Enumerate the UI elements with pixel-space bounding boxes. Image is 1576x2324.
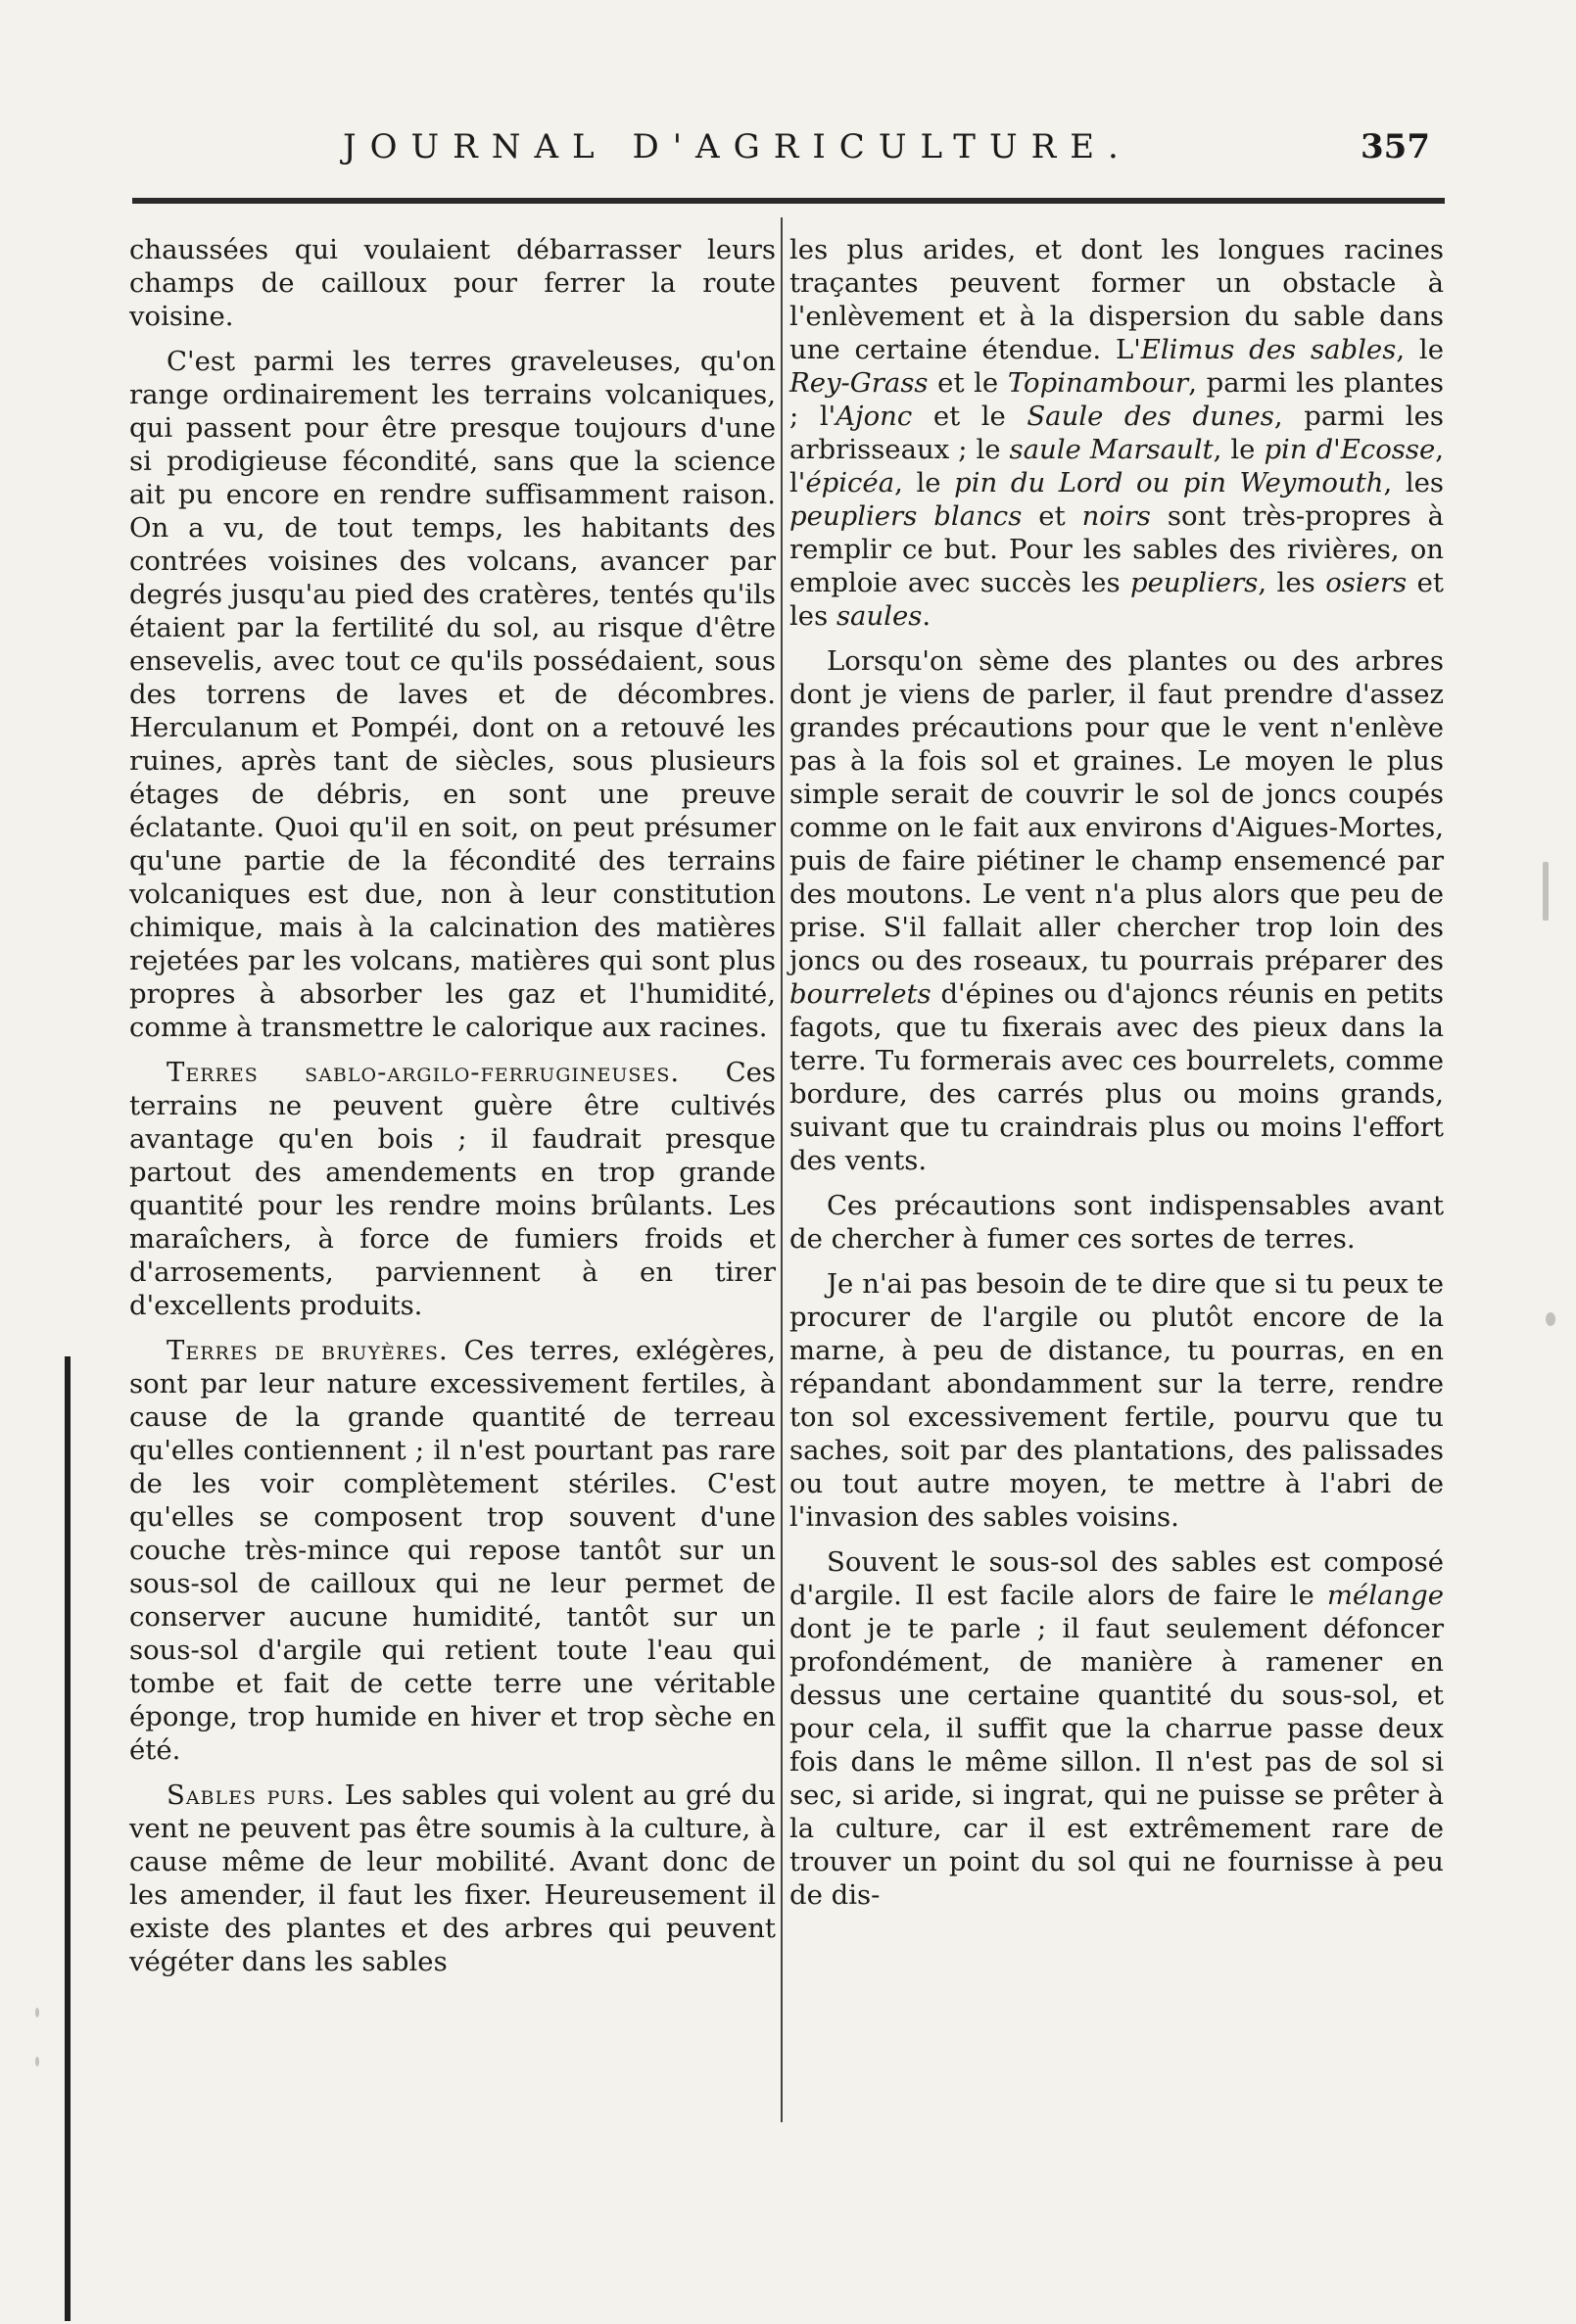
- species-name: Topinambour: [1007, 367, 1189, 399]
- journal-title: JOURNAL D'AGRICULTURE.: [343, 127, 1132, 166]
- column-divider: [781, 217, 783, 2122]
- section-heading: Sables purs.: [167, 1779, 336, 1811]
- print-speck: [35, 2057, 39, 2066]
- print-speck: [35, 2008, 39, 2017]
- text-run: les plus arides, et dont les longues racines traçantes peuvent former un obstacle à l'enlèvement et à la dispersion du sable dans une certaine étendue. L': [789, 234, 1444, 365]
- page-number: 357: [1361, 127, 1430, 166]
- text-run: , le: [1213, 434, 1265, 465]
- paragraph: [129, 1779, 776, 1978]
- text-run: , parmi les plantes ; l': [789, 367, 1444, 432]
- text-run: , le: [894, 467, 955, 498]
- species-name: peupliers: [1130, 567, 1259, 598]
- species-name: peupliers blancs: [789, 500, 1023, 532]
- text-run: Lorsqu'on sème des plantes ou des arbres dont je viens de parler, il faut prendre d'assez grandes précautions pour que le vent n'enlève pas à la fois sol et graines. Le moyen le plus simple serait de couvrir le sol de joncs coupés comme on le fait aux environs d'Aigues-Mortes, puis de faire piétiner le champ ensemencé par des moutons. Le vent n'a plus alors que peu de prise. S'il fallait aller chercher trop loin des joncs ou des roseaux, tu pourrais préparer des: [789, 645, 1444, 976]
- running-head: [343, 127, 1430, 176]
- text-run: , l': [789, 434, 1444, 498]
- species-name: Ajonc: [836, 401, 913, 432]
- text-run: d'épines ou d'ajoncs réunis en petits fagots, que tu fixerais avec des pieux dans la terre. Tu formerais avec ces bourrelets, comme bordure, des carrés plus ou moins grands, suivant que tu craindrais plus ou moins l'effort des vents.: [789, 978, 1444, 1176]
- species-name: Elimus des sables: [1140, 334, 1397, 365]
- species-name: saule Marsault: [1009, 434, 1214, 465]
- species-name: Rey-Grass: [789, 367, 929, 399]
- species-name: saules: [836, 600, 923, 632]
- text-run: Souvent le sous-sol des sables est composé d'argile. Il est facile alors de faire le: [789, 1546, 1444, 1611]
- text-run: , parmi les arbrisseaux ; le: [789, 401, 1444, 465]
- species-name: noirs: [1081, 500, 1151, 532]
- paragraph: C'est parmi les terres graveleuses, qu'on range ordinairement les terrains volcaniques, qui passent pour être presque toujours d'une si prodigieuse fécondité, sans que la science ait pu encore en rendre suffisamment raison. On a vu, de tout temps, les habitants des contrées voisines des volcans, avancer par degrés jusqu'au pied des cratères, tentés qu'ils étaient par la fertilité du sol, au risque d'être ensevelis, avec tout ce qu'ils possédaient, sous des torrens de laves et de décombres. Herculanum et Pompéi, dont on a retouvé les ruines, après tant de siècles, sous plusieurs étages de débris, en sont une preuve éclatante. Quoi qu'il en soit, on peut présumer qu'une partie de la fécondité des terrains volcaniques est due, non à leur constitution chimique, mais à la calcination des matières rejetées par les volcans, matières qui sont plus propres à absorber les gaz et l'humidité, comme à transmettre le calorique aux racines.: [129, 346, 776, 1043]
- species-name: osiers: [1325, 567, 1408, 598]
- paragraph-text: Ces terrains ne peuvent guère être cultivés avantage qu'en bois ; il faudrait presque partout des amendements en trop grande quantité pour les rendre moins brûlants. Les maraîchers, à force de fumiers froids et d'arrosements, parviennent à en tirer d'excellents produits.: [129, 1057, 776, 1321]
- species-name: épicéa: [805, 467, 895, 498]
- paragraph: [129, 1056, 776, 1322]
- emphasis: bourrelets: [789, 978, 931, 1010]
- paragraph-text: Les sables qui volent au gré du vent ne peuvent pas être soumis à la culture, à cause même de leur mobilité. Avant donc de les amender, il faut les fixer. Heureusement il existe des plantes et des arbres qui peuvent végéter dans les sables: [129, 1779, 777, 1977]
- text-run: .: [922, 600, 931, 632]
- section-heading: Terres sablo-argilo-ferrugineuses.: [167, 1057, 681, 1088]
- section-heading: Terres de bruyères.: [167, 1335, 449, 1366]
- paragraph: [129, 1334, 776, 1767]
- text-run: dont je te parle ; il faut seulement défoncer profondément, de manière à ramener en dessus une certaine quantité du sous-sol, et pour cela, il suffit que la charrue passe deux fois dans le même sillon. Il n'est pas de sol si sec, si aride, si ingrat, qui ne puisse se prêter à la culture, car il est extrêmement rare de trouver un point du sol qui ne fournisse à peu de dis-: [789, 1613, 1444, 1911]
- text-run: et: [1022, 500, 1082, 532]
- paragraph: Je n'ai pas besoin de te dire que si tu peux te procurer de l'argile ou plutôt encore de la marne, à peu de distance, tu pourras, en en répandant abondamment sur la terre, rendre ton sol excessivement fertile, pourvu que tu saches, soit par des plantations, des palissades ou tout autre moyen, te mettre à l'abri de l'invasion des sables voisins.: [789, 1268, 1444, 1533]
- left-column: [129, 233, 776, 1990]
- text-run: , le: [1396, 334, 1444, 365]
- paragraph-text: Ces terres, exlégères, sont par leur nature excessivement fertiles, à cause de la grande quantité de terreau qu'elles contiennent ; il n'est pourtant pas rare de les voir complètement stériles. C'est qu'elles se composent trop souvent d'une couche très-mince qui repose tantôt sur un sous-sol de cailloux qui ne leur permet de conserver aucune humidité, tantôt sur un sous-sol d'argile qui retient toute l'eau qui tombe et fait de cette terre une véritable éponge, trop humide en hiver et trop sèche en été.: [129, 1335, 777, 1766]
- text-run: , les: [1258, 567, 1326, 598]
- text-run: et le: [912, 401, 1027, 432]
- paragraph: Ces précautions sont indispensables avant de chercher à fumer ces sortes de terres.: [789, 1190, 1444, 1255]
- paragraph: [789, 644, 1444, 1177]
- species-name: Saule des dunes: [1027, 401, 1274, 432]
- text-run: , les: [1383, 467, 1444, 498]
- margin-bar: [65, 1356, 71, 2321]
- emphasis: mélange: [1326, 1580, 1444, 1611]
- print-speck: [1546, 1312, 1555, 1326]
- species-name: pin du Lord ou pin Weymouth: [954, 467, 1384, 498]
- right-column: [789, 233, 1444, 1923]
- print-speck: [1543, 862, 1549, 921]
- paragraph: [789, 233, 1444, 633]
- text-run: et le: [928, 367, 1008, 399]
- text-run: sont très-propres à remplir ce but. Pour les sables des rivières, on emploie avec succès les: [789, 500, 1444, 598]
- text-run: et les: [789, 567, 1444, 632]
- paragraph: [789, 1545, 1444, 1912]
- species-name: pin d'Ecosse: [1264, 434, 1436, 465]
- header-rule: [132, 198, 1445, 204]
- paragraph: chaussées qui voulaient débarrasser leurs champs de cailloux pour ferrer la route voisine.: [129, 234, 776, 332]
